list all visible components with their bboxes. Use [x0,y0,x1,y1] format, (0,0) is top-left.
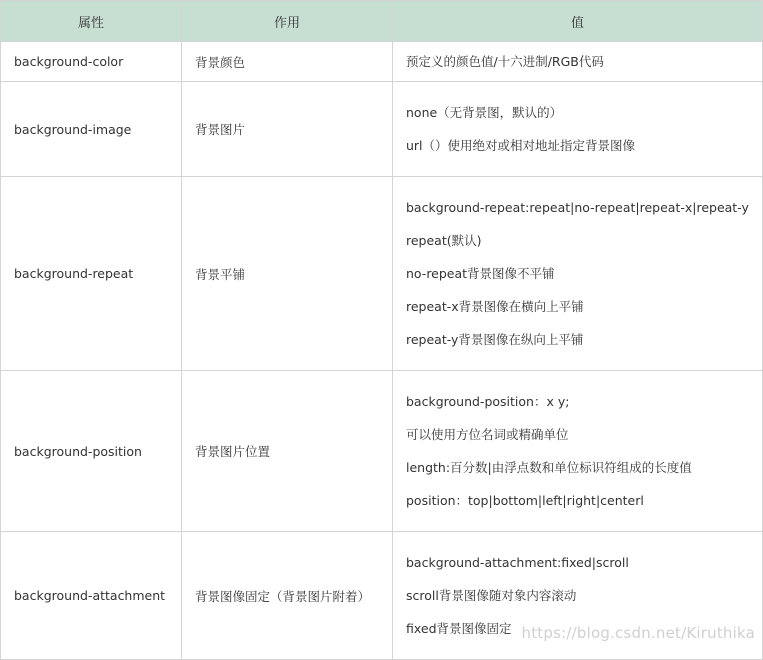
cell-effect: 背景颜色 [182,42,393,82]
value-line: 预定义的颜色值/十六进制/RGB代码 [406,54,604,69]
cell-value [393,82,763,177]
table-row [1,42,763,82]
value-line: repeat-y背景图像在纵向上平铺 [406,332,584,347]
table-row [1,177,763,371]
table-row [1,82,763,177]
value-line: none（无背景图，默认的） [406,105,563,120]
cell-property: background-color [1,42,182,82]
cell-value [393,177,763,371]
header-effect: 作用 [182,1,393,42]
cell-effect: 背景平铺 [182,177,393,371]
cell-effect: 背景图片位置 [182,371,393,532]
table-row [1,371,763,532]
table-header-row [1,1,763,42]
value-line: no-repeat背景图像不平铺 [406,266,555,281]
cell-property: background-attachment [1,532,182,660]
value-line: length:百分数|由浮点数和单位标识符组成的长度值 [406,460,692,475]
watermark-text: https://blog.csdn.net/Kiruthika [521,624,755,642]
value-line: fixed背景图像固定 [406,621,512,636]
cell-effect: 背景图片 [182,82,393,177]
header-value: 值 [393,1,763,42]
value-line: repeat-x背景图像在横向上平铺 [406,299,584,314]
cell-effect: 背景图像固定（背景图片附着） [182,532,393,660]
value-line: background-attachment:fixed|scroll [406,555,629,570]
value-line: 可以使用方位名词或精确单位 [406,427,569,442]
header-property: 属性 [1,1,182,42]
cell-property: background-position [1,371,182,532]
value-line: background-repeat:repeat|no-repeat|repeat-x|repeat-y [406,200,749,215]
value-line: position：top|bottom|left|right|centerl [406,493,644,508]
value-line: scroll背景图像随对象内容滚动 [406,588,577,603]
value-line: background-position：x y; [406,394,570,409]
value-line: repeat(默认) [406,233,482,248]
cell-value [393,371,763,532]
cell-property: background-repeat [1,177,182,371]
cell-property: background-image [1,82,182,177]
value-line: url（）使用绝对或相对地址指定背景图像 [406,138,636,153]
cell-value [393,42,763,82]
